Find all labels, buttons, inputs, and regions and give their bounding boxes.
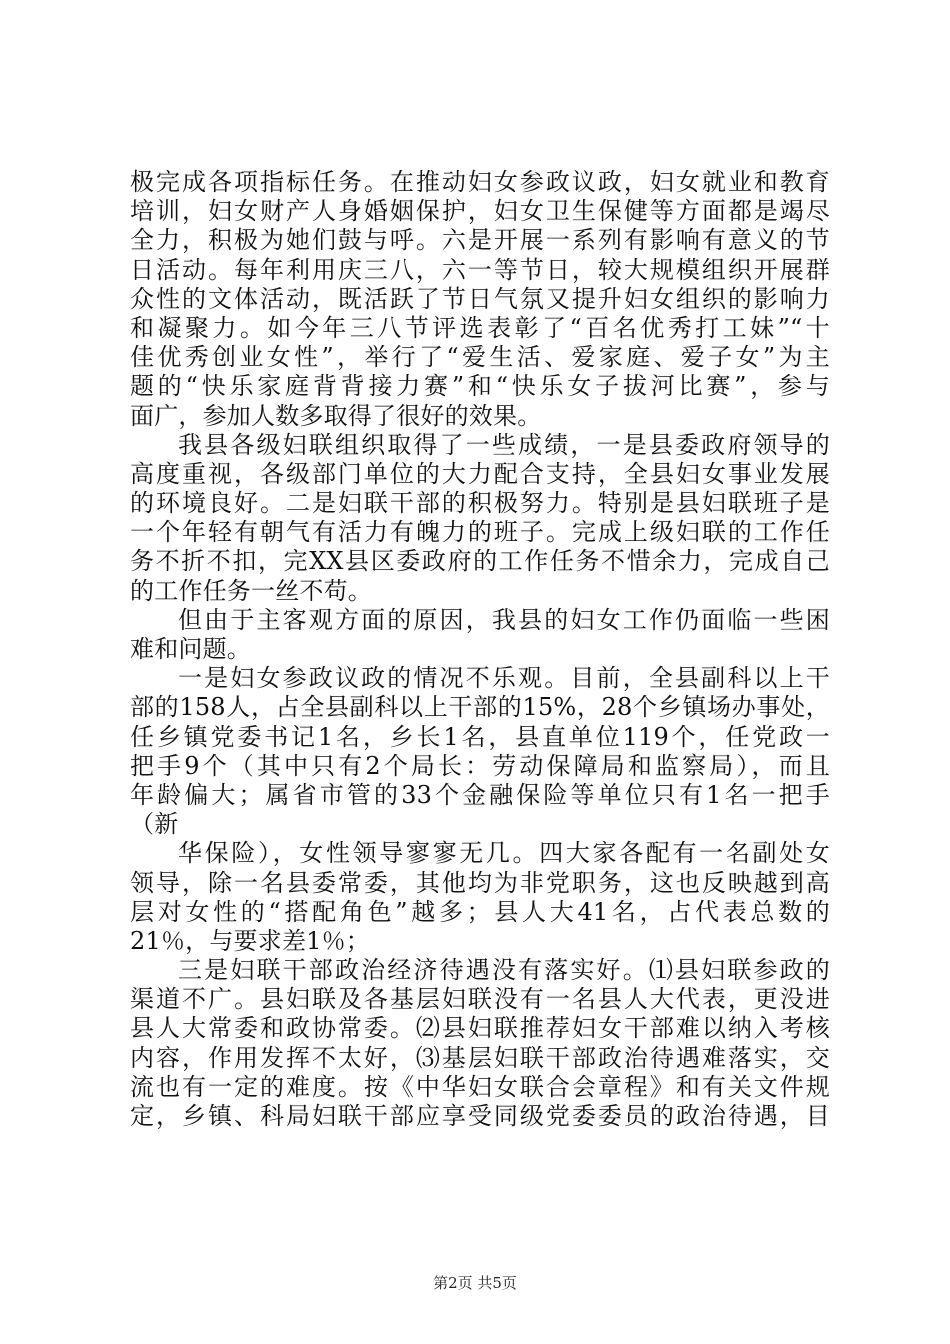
text-line: 高度重视，各级部门单位的大力配合支持，全县妇女事业发展 [130, 459, 830, 488]
text-line: 年龄偏大；属省市管的33个金融保险等单位只有1名一把手 [130, 780, 830, 809]
text-line: 全力，积极为她们鼓与呼。六是开展一系列有影响有意义的节 [130, 226, 830, 255]
text-line: 一个年轻有朝气有活力有魄力的班子。完成上级妇联的工作任 [130, 518, 830, 547]
page-footer: 第2页 共5页 [433, 1274, 517, 1292]
text-line: 三是妇联干部政治经济待遇没有落实好。⑴县妇联参政的 [178, 956, 830, 985]
text-line: 佳优秀创业女性”，举行了“爱生活、爱家庭、爱子女”为主 [130, 343, 830, 372]
document-body [130, 168, 830, 1131]
text-line: 日活动。每年利用庆三八，六一等节日，较大规模组织开展群 [130, 255, 830, 284]
text-line: 面广，参加人数多取得了很好的效果。 [130, 401, 542, 430]
text-line: （新 [130, 810, 179, 839]
text-line: 内容，作用发挥不太好，⑶基层妇联干部政治待遇难落实，交 [130, 1043, 830, 1072]
text-line: 把手9个（其中只有2个局长：劳动保障局和监察局），而且 [130, 751, 830, 780]
text-line: 流也有一定的难度。按《中华妇女联合会章程》和有关文件规 [130, 1072, 830, 1101]
text-line: 一是妇女参政议政的情况不乐观。目前，全县副科以上干 [178, 664, 830, 693]
text-line: 县人大常委和政协常委。⑵县妇联推荐妇女干部难以纳入考核 [130, 1014, 830, 1043]
text-line: 华保险），女性领导寥寥无几。四大家各配有一名副处女 [178, 839, 830, 868]
text-line: 我县各级妇联组织取得了一些成绩，一是县委政府领导的 [178, 430, 830, 459]
text-line: 的环境良好。二是妇联干部的积极努力。特别是县妇联班子是 [130, 489, 830, 518]
text-line: 定，乡镇、科局妇联干部应享受同级党委委员的政治待遇，目 [130, 1102, 830, 1130]
text-line: 但由于主客观方面的原因，我县的妇女工作仍面临一些困 [178, 605, 830, 634]
text-line: 领导，除一名县委常委，其他均为非党职务，这也反映越到高 [130, 868, 830, 897]
text-line: 众性的文体活动，既活跃了节日气氛又提升妇女组织的影响力 [130, 284, 830, 313]
text-line: 层对女性的“搭配角色”越多；县人大41名，占代表总数的 [130, 897, 830, 926]
text-line: 渠道不广。县妇联及各基层妇联没有一名县人大代表，更没进 [130, 985, 830, 1014]
text-line: 任乡镇党委书记1名，乡长1名，县直单位119个，任党政一 [130, 722, 830, 751]
text-line: 极完成各项指标任务。在推动妇女参政议政，妇女就业和教育 [130, 168, 830, 196]
text-line: 部的158人，占全县副科以上干部的15%，28个乡镇场办事处， [130, 693, 830, 722]
text-line: 和凝聚力。如今年三八节评选表彰了“百名优秀打工妹”“十 [130, 313, 830, 342]
text-line: 培训，妇女财产人身婚姻保护，妇女卫生保健等方面都是竭尽 [130, 197, 830, 226]
text-line: 21％，与要求差1％； [130, 926, 371, 955]
text-line: 题的“快乐家庭背背接力赛”和“快乐女子拔河比赛”，参与 [130, 372, 830, 401]
text-line: 务不折不扣，完XX县区委政府的工作任务不惜余力，完成自己 [130, 547, 830, 576]
text-line: 难和问题。 [130, 635, 251, 663]
text-line: 的工作任务一丝不苟。 [130, 576, 372, 605]
